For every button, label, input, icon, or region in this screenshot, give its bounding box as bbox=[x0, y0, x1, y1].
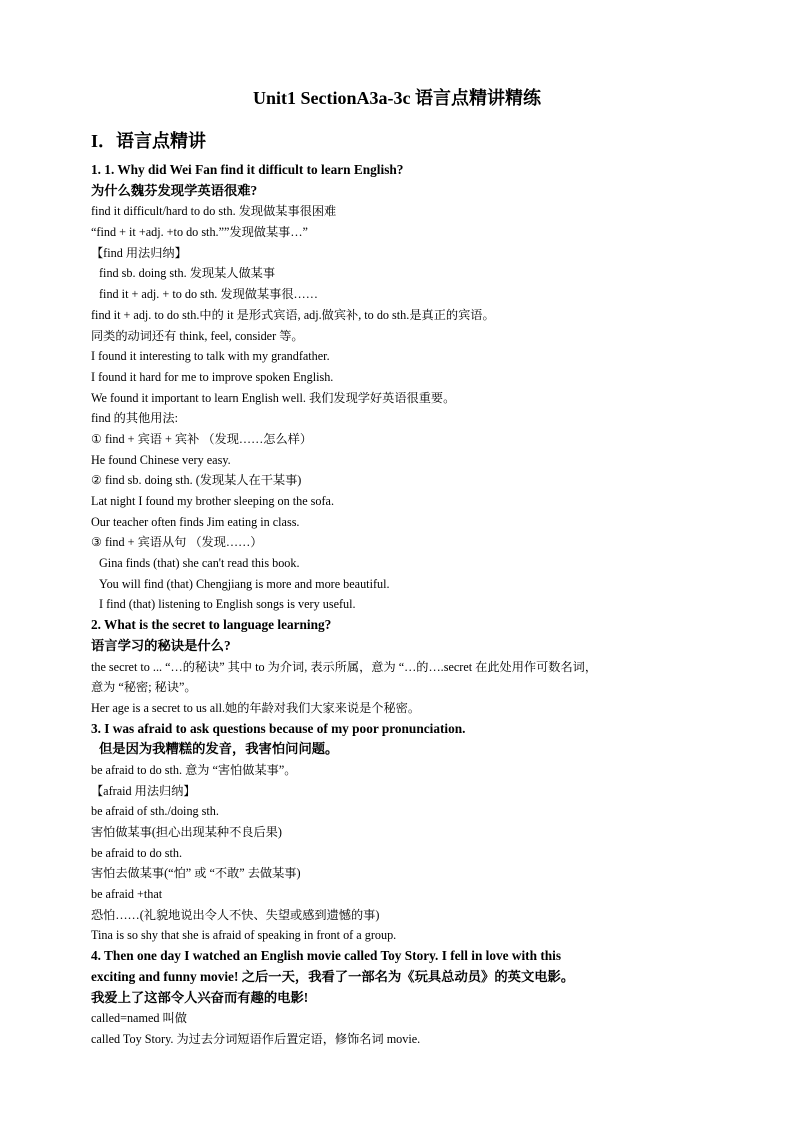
text-line: 意为 “秘密; 秘诀”。 bbox=[91, 680, 197, 695]
text-line: find it + adj. to do sth.中的 it 是形式宾语, adj.做宾补, to do sth.是真正的宾语。 bbox=[91, 307, 495, 322]
point-translation: 我爱上了这部令人兴奋而有趣的电影! bbox=[91, 989, 309, 1005]
text-line: be afraid to do sth. bbox=[91, 845, 183, 860]
text-line: be afraid of sth./doing sth. bbox=[91, 804, 219, 819]
point-heading: 1. 1. Why did Wei Fan find it difficult to learn English? bbox=[91, 162, 404, 177]
text-line: find it difficult/hard to do sth. 发现做某事很困难 bbox=[91, 204, 337, 219]
text-line: 同类的动词还有 think, feel, consider 等。 bbox=[91, 328, 304, 343]
point-translation: 但是因为我糟糕的发音，我害怕问问题。 bbox=[99, 741, 339, 757]
text-line: find it + adj. + to do sth. 发现做某事很…… bbox=[99, 287, 318, 302]
text-line: called=named 叫做 bbox=[91, 1011, 187, 1026]
text-line: be afraid to do sth. 意为 “害怕做某事”。 bbox=[91, 762, 297, 777]
point-heading: exciting and funny movie! 之后一天，我看了一部名为《玩具总动员》的英文电影。 bbox=[91, 968, 575, 984]
example-sentence: You will find (that) Chengjiang is more and more beautiful. bbox=[99, 576, 390, 591]
page-title: Unit1 SectionA3a-3c 语言点精讲精练 bbox=[253, 88, 541, 108]
example-sentence: I found it interesting to talk with my grandfather. bbox=[91, 349, 330, 364]
text-line: ③ find + 宾语从句 （发现……） bbox=[91, 535, 263, 550]
section-heading: I．语言点精讲 bbox=[91, 131, 207, 151]
example-sentence: I find (that) listening to English songs is very useful. bbox=[99, 597, 356, 612]
text-line: be afraid +that bbox=[91, 887, 163, 902]
point-translation: 语言学习的秘诀是什么? bbox=[91, 637, 231, 653]
usage-heading: 【find 用法归纳】 bbox=[91, 245, 187, 260]
text-line: ② find sb. doing sth. (发现某人在干某事) bbox=[91, 473, 302, 488]
point-heading: 3. I was afraid to ask questions because of my poor pronunciation. bbox=[91, 720, 466, 736]
text-line: 害怕做某事(担心出现某种不良后果) bbox=[91, 825, 282, 839]
example-sentence: Tina is so shy that she is afraid of speaking in front of a group. bbox=[91, 928, 397, 943]
point-translation: 为什么魏芬发现学英语很难? bbox=[91, 182, 258, 198]
text-line: 恐怕……(礼貌地说出令人不快、失望或感到遗憾的事) bbox=[91, 907, 380, 922]
example-sentence: He found Chinese very easy. bbox=[91, 452, 231, 467]
content-body bbox=[91, 160, 716, 1050]
text-line: the secret to ... “…的秘诀” 其中 to 为介词, 表示所属，意为 “…的….secret 在此处用作可数名词， bbox=[91, 659, 598, 674]
example-sentence: Gina finds (that) she can't read this book. bbox=[99, 556, 300, 571]
text-line: 害怕去做某事(“怕” 或 “不敢” 去做某事) bbox=[91, 866, 301, 881]
text-line: called Toy Story. 为过去分词短语作后置定语，修饰名词 movie. bbox=[91, 1031, 421, 1046]
example-sentence: Our teacher often finds Jim eating in class. bbox=[91, 514, 300, 529]
example-sentence: Her age is a secret to us all.她的年龄对我们大家来说是个秘密。 bbox=[91, 700, 421, 715]
point-heading: 2. What is the secret to language learning? bbox=[91, 617, 332, 633]
usage-heading: 【afraid 用法归纳】 bbox=[91, 783, 196, 798]
text-line: “find + it +adj. +to do sth.””发现做某事…” bbox=[91, 225, 308, 240]
text-line: find 的其他用法: bbox=[91, 411, 179, 426]
example-sentence: Lat night I found my brother sleeping on the sofa. bbox=[91, 494, 335, 508]
text-line: find sb. doing sth. 发现某人做某事 bbox=[99, 266, 276, 281]
example-sentence: I found it hard for me to improve spoken English. bbox=[91, 369, 334, 384]
example-sentence: We found it important to learn English well. 我们发现学好英语很重要。 bbox=[91, 390, 456, 405]
point-heading: 4. Then one day I watched an English movie called Toy Story. I fell in love with this bbox=[91, 948, 562, 964]
text-line: ① find + 宾语 + 宾补 （发现……怎么样） bbox=[91, 431, 313, 446]
